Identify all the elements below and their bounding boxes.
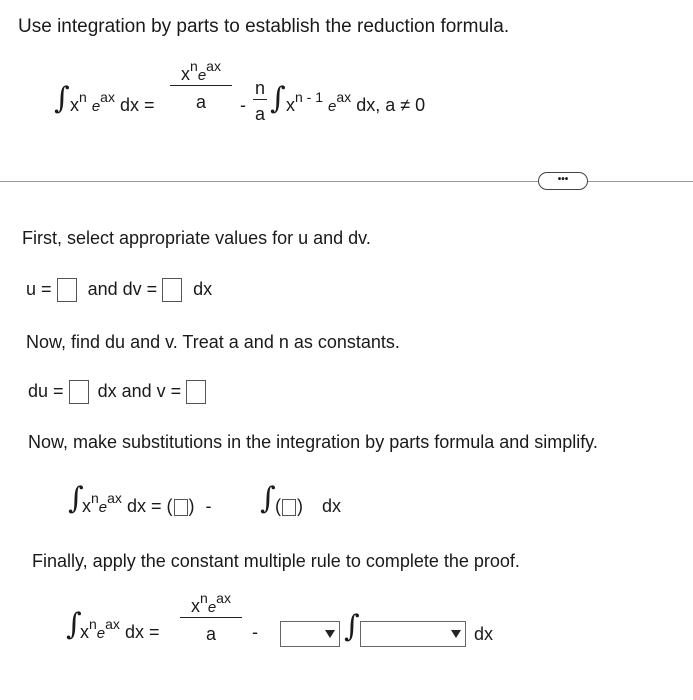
v-input[interactable] xyxy=(186,380,206,404)
vdu-integrand-input[interactable] xyxy=(282,499,296,516)
formula-lhs: $x^n$ $e^{ax}$ dx = xyxy=(70,89,155,115)
integral-sign: ∫ xyxy=(270,81,286,116)
step2-row: du = dx and v = xyxy=(28,380,206,404)
step3-instruction: Now, make substitutions in the integration by parts formula and simplify. xyxy=(28,432,598,452)
formula-minus: - xyxy=(240,95,246,115)
integral-sign: ∫ xyxy=(68,481,84,516)
dv-input[interactable] xyxy=(162,278,182,302)
formula-rhs: $x^{n - 1}$ $e^{ax}$ dx, a ≠ 0 xyxy=(286,89,426,115)
step4-instruction: Finally, apply the constant multiple rule to complete the proof. xyxy=(32,551,520,571)
step1-instruction: First, select appropriate values for u and dv. xyxy=(22,228,371,248)
u-input[interactable] xyxy=(57,278,77,302)
integral-sign: ∫ xyxy=(260,481,276,516)
formula-coefficient: n a xyxy=(254,78,265,124)
more-options-button[interactable]: ••• xyxy=(538,172,588,190)
step1-row: u = and dv = dx xyxy=(26,278,212,302)
uv-product-input[interactable] xyxy=(174,499,188,516)
integral-sign: ∫ xyxy=(344,609,360,644)
section-divider xyxy=(0,181,693,182)
formula-fraction: $x^ne^{ax}$ a xyxy=(170,64,232,113)
integral-sign: ∫ xyxy=(66,607,82,642)
chevron-down-icon xyxy=(449,625,463,642)
step2-instruction: Now, find du and v. Treat a and n as constants. xyxy=(26,332,400,352)
du-input[interactable] xyxy=(69,380,89,404)
step4-fraction: $x^ne^{ax}$ a xyxy=(180,596,242,645)
integral-sign: ∫ xyxy=(54,81,70,116)
problem-title: Use integration by parts to establish the reduction formula. xyxy=(18,16,510,37)
step4-dx: dx xyxy=(474,624,494,644)
chevron-down-icon xyxy=(323,625,337,642)
integrand-dropdown[interactable] xyxy=(360,621,466,647)
coefficient-dropdown[interactable] xyxy=(280,621,340,647)
